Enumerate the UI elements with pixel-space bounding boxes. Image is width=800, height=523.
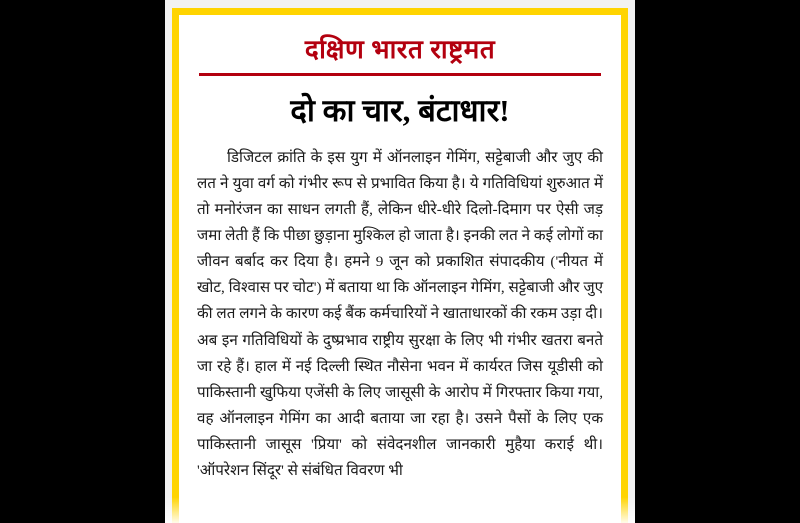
masthead-divider [199, 73, 601, 76]
clipping-content [193, 25, 607, 523]
left-letterbox [0, 0, 165, 523]
right-letterbox [635, 0, 800, 523]
article-paragraph: डिजिटल क्रांति के इस युग में ऑनलाइन गेमिंग, सट्टेबाजी और जुए की लत ने युवा वर्ग को गंभीर रूप से प्रभावित किया है। ये गतिविधियां शुरुआत में तो मनोरंजन का साधन लगती हैं, लेकिन धीरे-धीरे दिलो-दिमाग पर ऐसी जड़ जमा लेती हैं कि पीछा छुड़ाना मुश्किल हो जाता है। इनकी लत ने कई लोगों का जीवन बर्बाद कर दिया है। हमने 9 जून को प्रकाशित संपादकीय ('नीयत में खोट, विश्वास पर चोट') में बताया था कि ऑनलाइन गेमिंग, सट्टेबाजी और जुए की लत लगने के कारण कई बैंक कर्मचारियों ने खाताधारकों की रकम उड़ा दी। अब इन गतिविधियों के दुष्प्रभाव राष्ट्रीय सुरक्षा के लिए भी गंभीर खतरा बनते जा रहे हैं। हाल में नई दिल्ली स्थित नौसेना भवन में कार्यरत जिस यूडीसी को पाकिस्तानी खुफिया एजेंसी के लिए जासूसी के आरोप में गिरफ्तार किया गया, वह ऑनलाइन गेमिंग का आदी बताया जा रहा है। उसने पैसों के लिए एक पाकिस्तानी जासूस 'प्रिया' को संवेदनशील जानकारी मुहैया कराई थी। 'ऑपरेशन सिंदूर' से संबंधित विवरण भी [197, 148, 603, 480]
newspaper-masthead: दक्षिण भारत राष्ट्रमत [304, 35, 496, 64]
newspaper-clipping [165, 0, 635, 523]
article-headline: दो का चार, बंटाधार! [290, 92, 510, 128]
article-body [193, 145, 607, 485]
clipping-yellow-border [172, 8, 628, 523]
